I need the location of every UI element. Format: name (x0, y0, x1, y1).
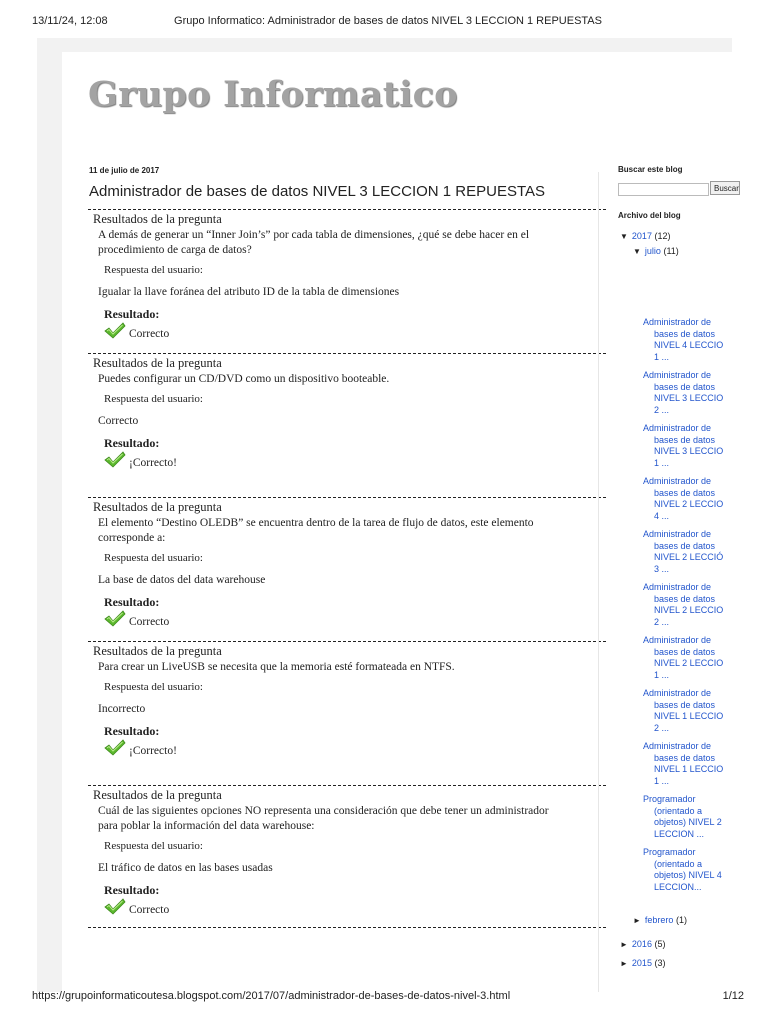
archive-post-link[interactable] (643, 847, 735, 893)
archive-post-link-line: 3 ... (654, 563, 670, 574)
verdict (104, 451, 177, 469)
archive-post-link-line: Administrador de (643, 688, 712, 698)
archive-year-2017-link[interactable]: 2017 (631, 231, 652, 241)
archive-post-link-line: bases de datos (654, 699, 716, 710)
archive-post-link-line: 2 ... (654, 616, 670, 627)
archive-post-link-line: NIVEL 3 LECCIO (654, 446, 724, 456)
question-text (98, 660, 550, 675)
archive-year-2015[interactable] (620, 958, 665, 968)
archive-post-link-line: bases de datos (654, 381, 716, 392)
question-text (98, 372, 550, 387)
archive-post-link[interactable] (643, 741, 735, 787)
result-heading: Resultados de la pregunta (93, 644, 222, 658)
question-text (98, 516, 550, 546)
checkmark-icon (104, 739, 126, 757)
response-label: Respuesta del usuario: (104, 681, 203, 693)
archive-post-link-line: NIVEL 1 LECCIO (654, 711, 724, 721)
print-footer (32, 990, 744, 1006)
print-url: https://grupoinformaticoutesa.blogspot.com/2017/07/administrador-de-bases-de-datos-nivel-3.html (32, 990, 511, 1002)
result-heading: Resultados de la pregunta (93, 788, 222, 802)
question-text (98, 228, 550, 258)
archive-post-link-line: (orientado a (654, 858, 703, 869)
archive-post-link[interactable] (643, 317, 735, 363)
checkmark-icon (104, 898, 126, 916)
archive-count: (11) (663, 246, 679, 256)
verdict (104, 322, 169, 340)
verdict-text: Correcto (129, 328, 170, 340)
archive-post-link-line: Administrador de (643, 635, 712, 645)
response-label: Respuesta del usuario: (104, 393, 203, 405)
archive-year-2016[interactable] (620, 939, 665, 949)
archive-post-link[interactable] (643, 582, 735, 628)
result-label: Resultado: (104, 307, 160, 321)
post-title: Administrador de bases de datos NIVEL 3 LECCION 1 REPUESTAS (89, 183, 546, 200)
question-line: El elemento “Destino OLEDB” se encuentra dentro de la tarea de flujo de datos, este elemento (98, 517, 534, 529)
expand-right-icon[interactable]: ► (620, 959, 628, 968)
search-input[interactable] (618, 183, 709, 196)
archive-post-link-line: Programador (643, 794, 696, 804)
archive-post-link-line: NIVEL 2 LECCIO (654, 605, 724, 615)
result-label: Resultado: (104, 436, 160, 450)
archive-post-link-line: Administrador de (643, 582, 712, 592)
archive-post-link-line: 1 ... (654, 351, 670, 362)
archive-post-link-line: bases de datos (654, 328, 716, 339)
response-label: Respuesta del usuario: (104, 840, 203, 852)
archive-post-link-line: bases de datos (654, 752, 716, 763)
archive-post-link-line: bases de datos (654, 593, 716, 604)
result-block (88, 497, 606, 641)
expand-right-icon[interactable]: ► (620, 940, 628, 949)
checkmark-icon (104, 451, 126, 469)
checkmark-icon (104, 322, 126, 340)
print-header (32, 15, 744, 31)
result-heading: Resultados de la pregunta (93, 356, 222, 370)
archive-post-link-line: Programador (643, 847, 696, 857)
archive-post-link-line: 1 ... (654, 669, 670, 680)
result-block (88, 641, 606, 785)
archive-post-link-line: Administrador de (643, 423, 712, 433)
user-answer: La base de datos del data warehouse (98, 574, 266, 586)
archive-post-link-line: LECCION ... (654, 828, 705, 839)
archive-post-link-line: Administrador de (643, 370, 712, 380)
archive-post-link-line: 4 ... (654, 510, 670, 521)
print-page-number: 1/12 (722, 990, 744, 1002)
archive-post-link-line: NIVEL 3 LECCIO (654, 393, 724, 403)
verdict (104, 898, 169, 916)
archive-post-link-line: LECCION... (654, 881, 702, 892)
archive-post-link-line: 2 ... (654, 404, 670, 415)
archive-month-julio[interactable] (633, 246, 679, 256)
archive-post-link-line: bases de datos (654, 646, 716, 657)
archive-post-link-line: bases de datos (654, 540, 716, 551)
archive-post-link-line: Administrador de (643, 741, 712, 751)
question-text (98, 804, 550, 834)
archive-post-link-line: NIVEL 2 LECCIO (654, 658, 724, 668)
archive-post-link[interactable] (643, 423, 735, 469)
archive-post-link-line: Administrador de (643, 317, 712, 327)
result-label: Resultado: (104, 724, 160, 738)
result-label: Resultado: (104, 595, 160, 609)
archive-post-link-line: NIVEL 2 LECCIÓ (654, 552, 724, 562)
user-answer: Correcto (98, 415, 139, 427)
blog-page (62, 52, 739, 992)
post-body (88, 209, 606, 928)
archive-post-link[interactable] (643, 635, 735, 681)
archive-post-link[interactable] (643, 529, 735, 575)
archive-post-link-line: 2 ... (654, 722, 670, 733)
verdict-text: Correcto (129, 904, 170, 916)
archive-post-link-line: Administrador de (643, 529, 712, 539)
blog-title[interactable]: Grupo Informatico (88, 74, 458, 115)
verdict (104, 610, 169, 628)
archive-post-link-line: NIVEL 1 LECCIO (654, 764, 724, 774)
archive-post-link-line: objetos) NIVEL 4 (654, 870, 722, 880)
print-page-title: Grupo Informatico: Administrador de bases de datos NIVEL 3 LECCION 1 REPUESTAS (174, 15, 602, 27)
user-answer: El tráfico de datos en las bases usadas (98, 862, 273, 874)
question-line: Puedes configurar un CD/DVD como un dispositivo booteable. (98, 373, 390, 385)
result-heading: Resultados de la pregunta (93, 500, 222, 514)
archive-post-link-line: 1 ... (654, 457, 670, 468)
archive-post-link-line: 1 ... (654, 775, 670, 786)
search-button[interactable]: Buscar (710, 181, 740, 195)
post-date: 11 de julio de 2017 (89, 166, 160, 175)
archive-post-link-line: bases de datos (654, 487, 716, 498)
archive-year-2016-link[interactable]: 2016 (631, 939, 652, 949)
result-heading: Resultados de la pregunta (93, 212, 222, 226)
question-line: A demás de generar un “Inner Join’s” por cada tabla de dimensiones, ¿qué se debe hacer en el (98, 229, 530, 241)
result-block (88, 209, 606, 353)
verdict-text: ¡Correcto! (129, 745, 177, 757)
archive-post-link[interactable] (643, 476, 735, 522)
question-line: corresponde a: (98, 532, 166, 544)
question-line: procedimiento de carga de datos? (98, 244, 252, 256)
verdict-text: Correcto (129, 616, 170, 628)
archive-year-2017[interactable] (620, 231, 670, 241)
question-line: para poblar la información del data warehouse: (98, 820, 315, 832)
expand-down-icon[interactable]: ▼ (620, 232, 628, 241)
question-line: Cuál de las siguientes opciones NO representa una consideración que debe tener un administrador (98, 805, 549, 817)
verdict-text: ¡Correcto! (129, 457, 177, 469)
response-label: Respuesta del usuario: (104, 264, 203, 276)
archive-count: (5) (654, 939, 666, 949)
archive-count: (12) (654, 231, 671, 241)
expand-right-icon[interactable]: ► (633, 916, 641, 925)
archive-month-febrero[interactable] (633, 915, 687, 925)
archive-post-link-line: NIVEL 2 LECCIO (654, 499, 724, 509)
archive-post-link-line: Administrador de (643, 476, 712, 486)
verdict (104, 739, 177, 757)
archive-post-list (643, 317, 735, 900)
expand-down-icon[interactable]: ▼ (633, 247, 641, 256)
archive-count: (1) (675, 915, 687, 925)
response-label: Respuesta del usuario: (104, 552, 203, 564)
checkmark-icon (104, 610, 126, 628)
print-datetime: 13/11/24, 12:08 (32, 15, 108, 27)
archive-post-link-line: (orientado a (654, 805, 703, 816)
question-line: Para crear un LiveUSB se necesita que la memoria esté formateada en NTFS. (98, 661, 455, 673)
archive-post-link-line: NIVEL 4 LECCIO (654, 340, 724, 350)
user-answer: Igualar la llave foránea del atributo ID de la tabla de dimensiones (98, 286, 400, 298)
archive-month-febrero-link[interactable]: febrero (644, 915, 674, 925)
archive-post-link[interactable] (643, 794, 735, 840)
result-block (88, 353, 606, 497)
archive-post-link[interactable] (643, 370, 735, 416)
archive-year-2015-link[interactable]: 2015 (631, 958, 652, 968)
archive-post-link-line: bases de datos (654, 434, 716, 445)
archive-month-julio-link[interactable]: julio (644, 246, 661, 256)
column-divider (598, 172, 599, 992)
search-heading: Buscar este blog (618, 165, 683, 174)
archive-post-link[interactable] (643, 688, 735, 734)
result-label: Resultado: (104, 883, 160, 897)
archive-post-link-line: objetos) NIVEL 2 (654, 817, 722, 827)
user-answer: Incorrecto (98, 703, 146, 715)
archive-heading: Archivo del blog (618, 211, 681, 220)
result-block (88, 785, 606, 929)
archive-count: (3) (654, 958, 666, 968)
